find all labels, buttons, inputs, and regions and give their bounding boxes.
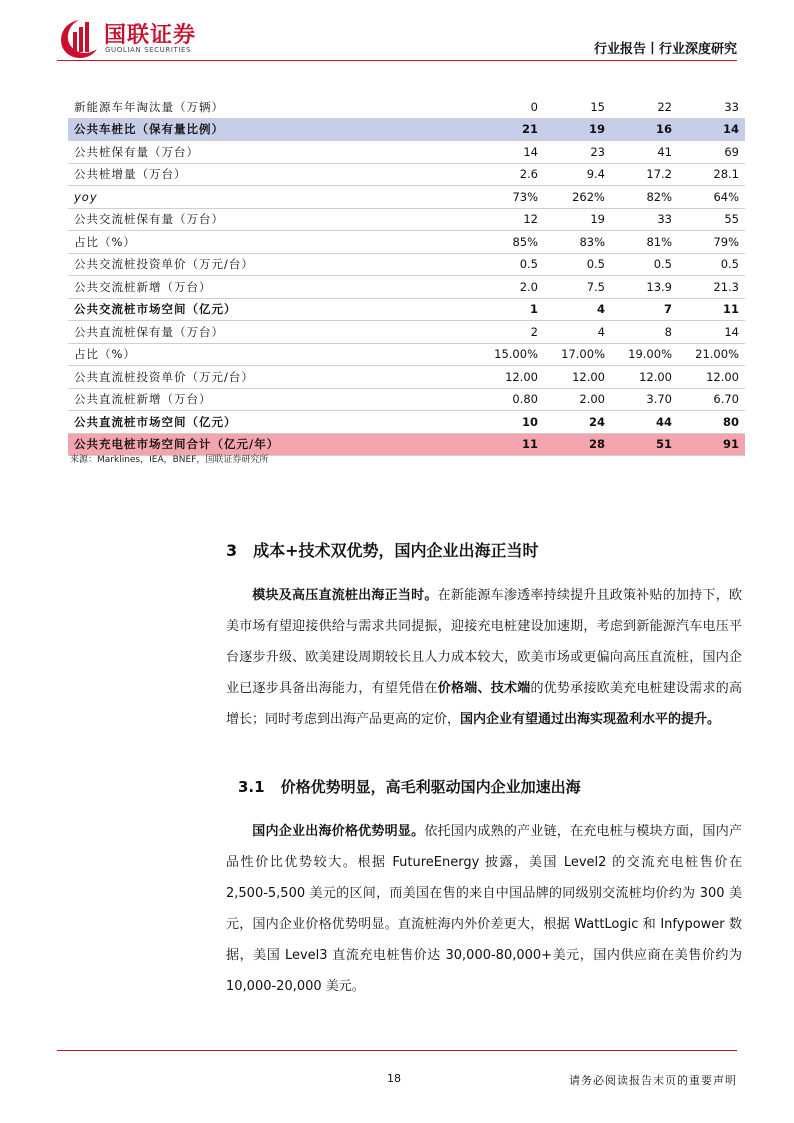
subsection-paragraph xyxy=(226,816,742,1002)
section-paragraph xyxy=(226,580,742,735)
cell-value: 83% xyxy=(544,231,611,254)
paragraph-lead: 国内企业出海价格优势明显。 xyxy=(252,824,425,839)
row-label: 公共桩增量（万台） xyxy=(68,163,477,186)
cell-value: 19 xyxy=(544,118,611,141)
header-divider xyxy=(57,60,737,61)
market-space-table xyxy=(68,96,745,456)
row-label: 公共直流桩投资单价（万元/台） xyxy=(68,366,477,389)
cell-value: 91 xyxy=(678,433,745,456)
table-row xyxy=(68,186,745,209)
section-heading xyxy=(226,538,539,561)
cell-value: 12.00 xyxy=(544,366,611,389)
table-row xyxy=(68,118,745,141)
cell-value: 23 xyxy=(544,141,611,164)
table-row xyxy=(68,163,745,186)
cell-value: 0.80 xyxy=(477,388,544,411)
page-header xyxy=(0,0,794,70)
cell-value: 69 xyxy=(678,141,745,164)
cell-value: 14 xyxy=(477,141,544,164)
row-label: 公共交流桩市场空间（亿元） xyxy=(68,298,477,321)
table-row xyxy=(68,388,745,411)
logo-mark-icon xyxy=(58,16,100,60)
cell-value: 85% xyxy=(477,231,544,254)
cell-value: 262% xyxy=(544,186,611,209)
cell-value: 14 xyxy=(678,321,745,344)
cell-value: 9.4 xyxy=(544,163,611,186)
cell-value: 0.5 xyxy=(611,253,678,276)
cell-value: 0.5 xyxy=(477,253,544,276)
cell-value: 55 xyxy=(678,208,745,231)
cell-value: 12.00 xyxy=(477,366,544,389)
row-label: 公共桩保有量（万台） xyxy=(68,141,477,164)
company-logo xyxy=(58,16,228,60)
section-number: 3 xyxy=(226,541,238,560)
cell-value: 11 xyxy=(477,433,544,456)
table-row xyxy=(68,276,745,299)
paragraph-text: 依托国内成熟的产业链，在充电桩与模块方面，国内产品性价比优势较大。根据 FutureEnergy 披露，美国 Level2 的交流充电桩售价在 2,500-5,500 美元的区间，而美国在售的来自中国品牌的同级别交流桩均价约为 300 美元，国内企业价格优势明显。直流桩海内外价差更大，根据 WattLogic 和 Infypower 数据，美国 Level3 直流充电桩售价达 30,000-80,000+美元，国内供应商在美售价约为 10,000-20,000 美元。 xyxy=(226,824,742,994)
table-row xyxy=(68,96,745,118)
table-row xyxy=(68,411,745,434)
cell-value: 12.00 xyxy=(678,366,745,389)
cell-value: 0 xyxy=(477,96,544,118)
paragraph-text: 的优势承接欧美充电桩建设需求的高增长；同时考虑到出海产品更高的定价， xyxy=(226,681,742,727)
cell-value: 4 xyxy=(544,321,611,344)
cell-value: 21.3 xyxy=(678,276,745,299)
paragraph-emphasis: 国内企业有望通过出海实现盈利水平的提升。 xyxy=(460,712,721,727)
row-label: 公共直流桩市场空间（亿元） xyxy=(68,411,477,434)
cell-value: 4 xyxy=(544,298,611,321)
page-number: 18 xyxy=(387,1072,401,1085)
cell-value: 33 xyxy=(678,96,745,118)
cell-value: 21 xyxy=(477,118,544,141)
cell-value: 19 xyxy=(544,208,611,231)
row-label: 公共充电桩市场空间合计（亿元/年） xyxy=(68,433,477,456)
cell-value: 73% xyxy=(477,186,544,209)
cell-value: 0.5 xyxy=(678,253,745,276)
cell-value: 2.6 xyxy=(477,163,544,186)
cell-value: 44 xyxy=(611,411,678,434)
table-row xyxy=(68,253,745,276)
cell-value: 13.9 xyxy=(611,276,678,299)
row-label: 公共直流桩新增（万台） xyxy=(68,388,477,411)
row-label: 公共交流桩新增（万台） xyxy=(68,276,477,299)
cell-value: 17.2 xyxy=(611,163,678,186)
paragraph-text: 在新能源车渗透率持续提升且政策补贴的加持下，欧美市场有望迎接供给与需求共同提振，迎接充电桩建设加速期，考虑到新能源汽车电压平台逐步升级、欧美建设周期较长且人力成本较大，欧美市场或更偏向高压直流桩，国内企业已逐步具备出海能力，有望凭借在 xyxy=(226,588,742,696)
cell-value: 80 xyxy=(678,411,745,434)
cell-value: 8 xyxy=(611,321,678,344)
row-label: 公共交流桩投资单价（万元/台） xyxy=(68,253,477,276)
cell-value: 12 xyxy=(477,208,544,231)
table-row xyxy=(68,208,745,231)
cell-value: 15.00% xyxy=(477,343,544,366)
report-type: 行业报告丨行业深度研究 xyxy=(593,42,737,57)
table-row xyxy=(68,321,745,344)
cell-value: 12.00 xyxy=(611,366,678,389)
table-source: 来源：Marklines，IEA，BNEF，国联证券研究所 xyxy=(70,455,269,465)
cell-value: 19.00% xyxy=(611,343,678,366)
cell-value: 28.1 xyxy=(678,163,745,186)
cell-value: 33 xyxy=(611,208,678,231)
cell-value: 7.5 xyxy=(544,276,611,299)
subsection-number: 3.1 xyxy=(238,778,265,796)
section-title: 成本+技术双优势，国内企业出海正当时 xyxy=(253,541,539,560)
cell-value: 7 xyxy=(611,298,678,321)
cell-value: 82% xyxy=(611,186,678,209)
cell-value: 2 xyxy=(477,321,544,344)
cell-value: 0.5 xyxy=(544,253,611,276)
logo-text-en: GUOLIAN SECURITIES xyxy=(105,46,192,54)
cell-value: 17.00% xyxy=(544,343,611,366)
footer-divider xyxy=(57,1050,737,1051)
row-label: 占比（%） xyxy=(68,231,477,254)
cell-value: 81% xyxy=(611,231,678,254)
row-label: 公共直流桩保有量（万台） xyxy=(68,321,477,344)
table-row xyxy=(68,298,745,321)
cell-value: 10 xyxy=(477,411,544,434)
cell-value: 16 xyxy=(611,118,678,141)
subsection-title: 价格优势明显，高毛利驱动国内企业加速出海 xyxy=(280,778,581,796)
cell-value: 21.00% xyxy=(678,343,745,366)
cell-value: 6.70 xyxy=(678,388,745,411)
cell-value: 41 xyxy=(611,141,678,164)
subsection-heading xyxy=(238,776,581,797)
table-row xyxy=(68,343,745,366)
cell-value: 2.00 xyxy=(544,388,611,411)
row-label: yoy xyxy=(68,186,477,209)
cell-value: 28 xyxy=(544,433,611,456)
row-label: 公共车桩比（保有量比例） xyxy=(68,118,477,141)
disclaimer-note: 请务必阅读报告末页的重要声明 xyxy=(569,1074,737,1087)
logo-text-cn: 国联证券 xyxy=(104,23,197,48)
cell-value: 79% xyxy=(678,231,745,254)
cell-value: 3.70 xyxy=(611,388,678,411)
row-label: 占比（%） xyxy=(68,343,477,366)
cell-value: 24 xyxy=(544,411,611,434)
cell-value: 51 xyxy=(611,433,678,456)
cell-value: 2.0 xyxy=(477,276,544,299)
cell-value: 1 xyxy=(477,298,544,321)
table-row xyxy=(68,141,745,164)
cell-value: 14 xyxy=(678,118,745,141)
cell-value: 64% xyxy=(678,186,745,209)
cell-value: 11 xyxy=(678,298,745,321)
table-row xyxy=(68,366,745,389)
paragraph-emphasis: 价格端、技术端 xyxy=(437,681,531,696)
cell-value: 15 xyxy=(544,96,611,118)
row-label: 公共交流桩保有量（万台） xyxy=(68,208,477,231)
row-label: 新能源车年淘汰量（万辆） xyxy=(68,96,477,118)
cell-value: 22 xyxy=(611,96,678,118)
paragraph-lead: 模块及高压直流桩出海正当时。 xyxy=(252,588,438,603)
table-row xyxy=(68,231,745,254)
